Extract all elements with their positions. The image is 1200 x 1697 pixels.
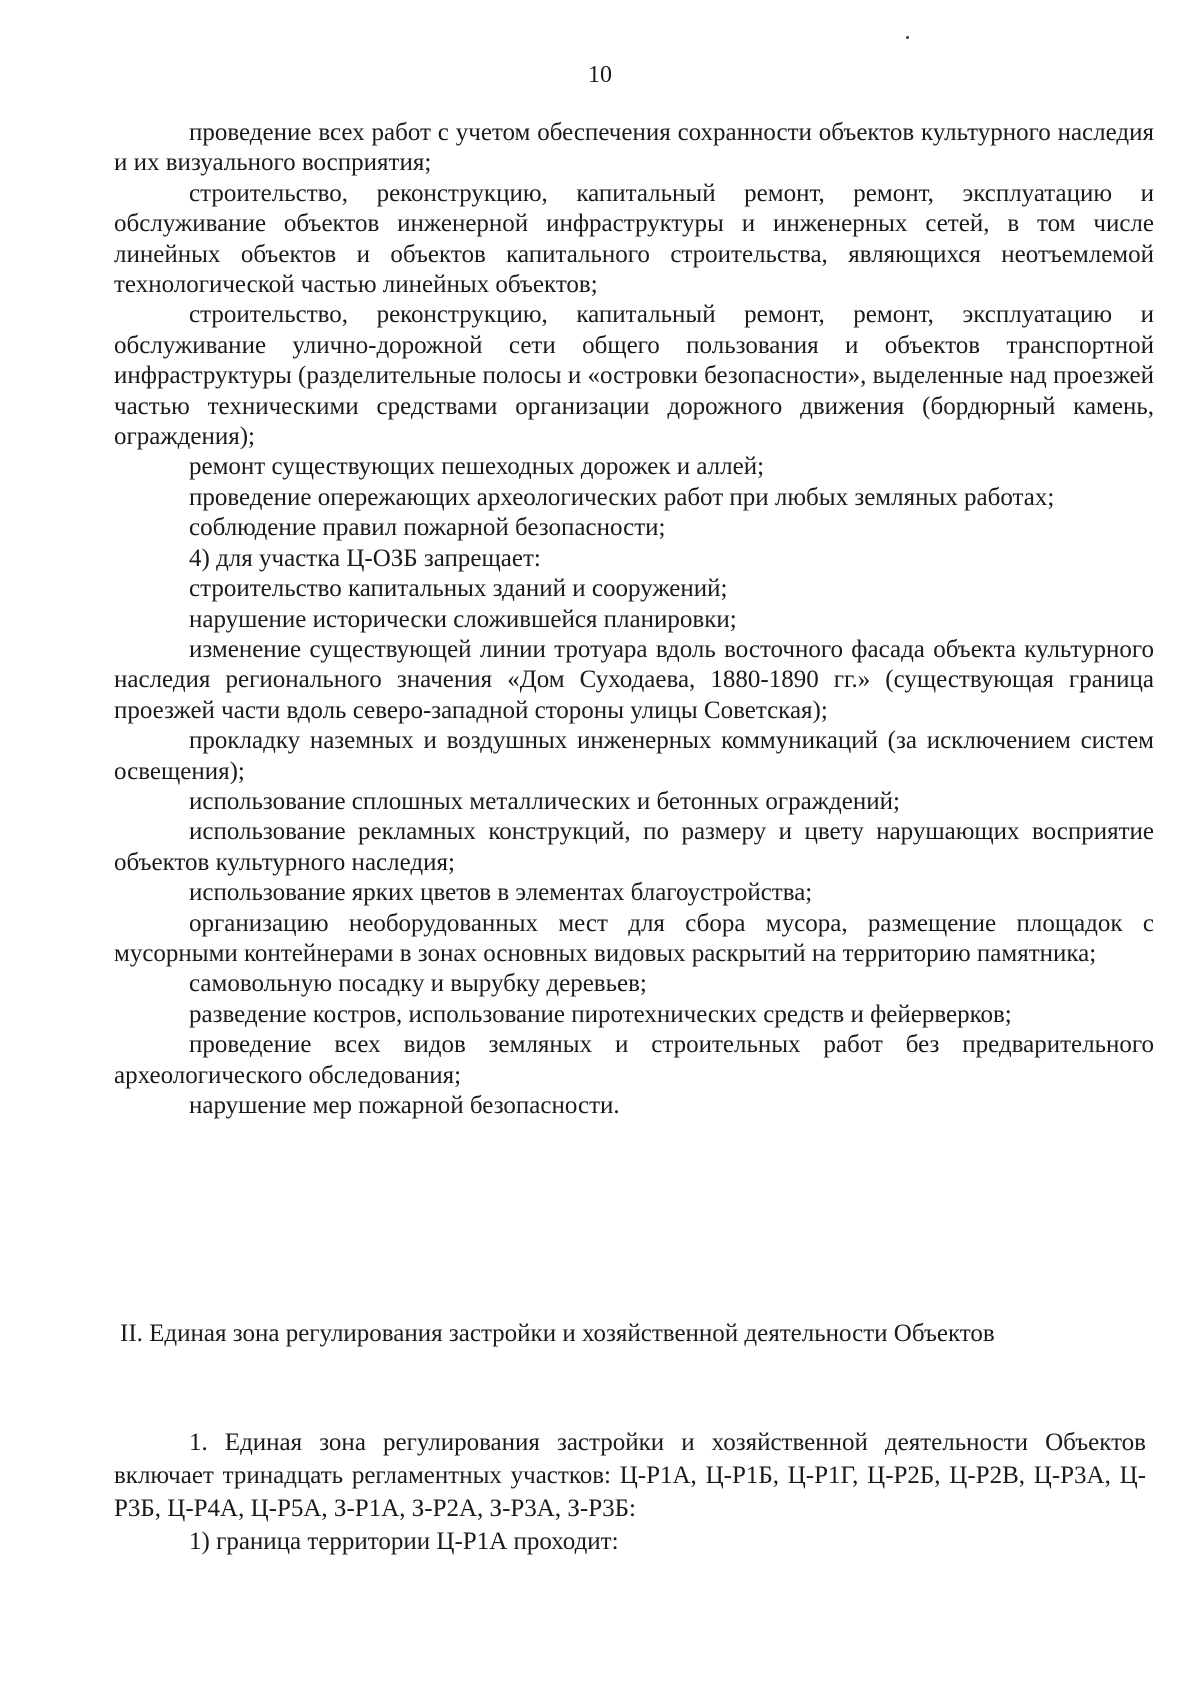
paragraph: соблюдение правил пожарной безопасности; bbox=[189, 514, 666, 542]
paragraph: использование ярких цветов в элементах благоустройства; bbox=[189, 879, 813, 907]
paragraph: нарушение исторически сложившейся планировки; bbox=[189, 605, 737, 633]
paragraph: прокладку наземных и воздушных инженерных коммуникаций (за исключением систем освещения); bbox=[114, 727, 1154, 785]
paragraph: разведение костров, использование пиротехнических средств и фейерверков; bbox=[189, 1000, 1012, 1028]
paragraph: 1) граница территории Ц-Р1А проходит: bbox=[189, 1528, 619, 1555]
section-heading: II. Единая зона регулирования застройки и хозяйственной деятельности Объектов bbox=[120, 1320, 995, 1347]
paragraph: проведение опережающих археологических работ при любых земляных работах; bbox=[189, 483, 1055, 511]
section-body-text bbox=[114, 1426, 1146, 1558]
paragraph: изменение существующей линии тротуара вдоль восточного фасада объекта культурного наследия регионального значения «Дом Суходаева, 1880-1890 гг.» (существующая граница проезжей части вдоль северо-западной стороны улицы Советская); bbox=[114, 635, 1154, 724]
paragraph: 4) для участка Ц-ОЗБ запрещает: bbox=[189, 544, 541, 572]
paragraph: использование рекламных конструкций, по размеру и цвету нарушающих восприятие объектов культурного наследия; bbox=[114, 818, 1154, 876]
scan-speck bbox=[906, 36, 909, 39]
paragraph: 1. Единая зона регулирования застройки и хозяйственной деятельности Объектов включает тринадцать регламентных участков: Ц-Р1А, Ц-Р1Б, Ц-Р1Г, Ц-Р2Б, Ц-Р2В, Ц-Р3А, Ц-Р3Б, Ц-Р4А, Ц-Р5А, З-Р1А, З-Р2А, З-Р3А, З-Р3Б: bbox=[114, 1429, 1146, 1522]
page-number: 10 bbox=[588, 62, 612, 88]
paragraph: строительство капитальных зданий и сооружений; bbox=[189, 575, 728, 603]
paragraph: проведение всех работ с учетом обеспечения сохранности объектов культурного наследия и их визуального восприятия; bbox=[114, 119, 1154, 177]
paragraph: организацию необорудованных мест для сбора мусора, размещение площадок с мусорными контейнерами в зонах основных видовых раскрытий на территорию памятника; bbox=[114, 909, 1154, 967]
paragraph: ремонт существующих пешеходных дорожек и аллей; bbox=[189, 453, 765, 481]
body-text bbox=[114, 118, 1154, 1121]
paragraph: строительство, реконструкцию, капитальный ремонт, ремонт, эксплуатацию и обслуживание улично-дорожной сети общего пользования и объектов транспортной инфраструктуры (разделительные полосы и «островки безопасности», выделенные над проезжей частью техническими средствами организации дорожного движения (бордюрный камень, ограждения); bbox=[114, 301, 1154, 451]
paragraph: проведение всех видов земляных и строительных работ без предварительного археологического обследования; bbox=[114, 1031, 1154, 1089]
paragraph: нарушение мер пожарной безопасности. bbox=[189, 1092, 620, 1119]
paragraph: использование сплошных металлических и бетонных ограждений; bbox=[189, 787, 900, 815]
paragraph: строительство, реконструкцию, капитальный ремонт, ремонт, эксплуатацию и обслуживание объектов инженерной инфраструктуры и инженерных сетей, в том числе линейных объектов и объектов капитального строительства, являющихся неотъемлемой технологической частью линейных объектов; bbox=[114, 179, 1154, 299]
paragraph: самовольную посадку и вырубку деревьев; bbox=[189, 970, 647, 998]
